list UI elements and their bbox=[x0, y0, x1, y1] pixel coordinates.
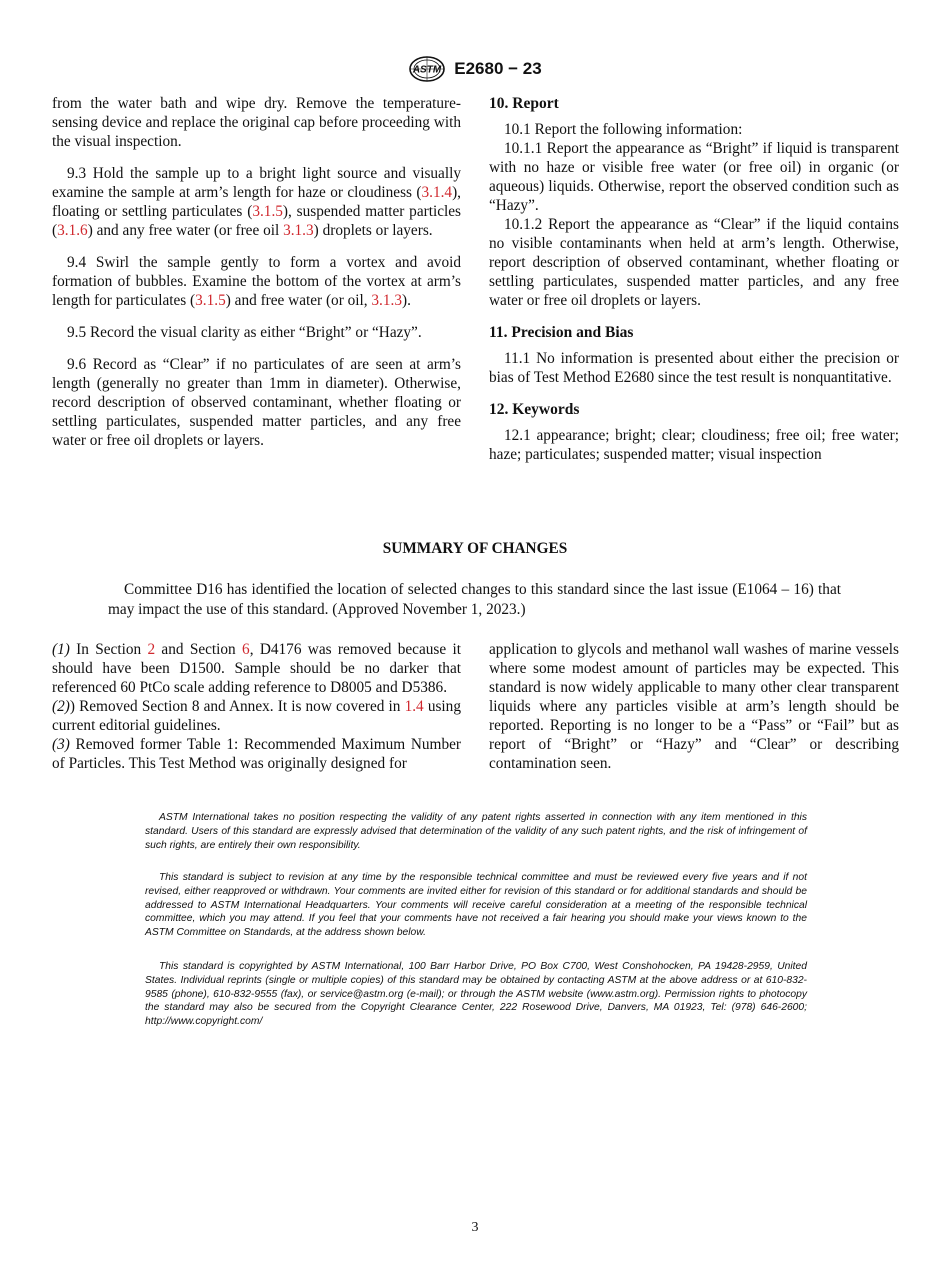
paragraph-12-1: 12.1 appearance; bright; clear; cloudiness; free oil; free water; haze; particulates; suspended matter; visual inspection bbox=[489, 427, 899, 463]
revision-notice: This standard is subject to revision at any time by the responsible technical committee and must be reviewed every five years and if not revised, either reapproved or withdrawn. Your comments are invited either for revision of this standard or for additional standards and should be addressed to ASTM International Headquarters. Your comments will receive careful consideration at a meeting of the responsible technical committee, which you may attend. If you feel that your comments have not received a fair hearing you should make your views known to the ASTM Committee on Standards, at the address shown below. bbox=[145, 872, 807, 939]
paragraph-11-1: 11.1 No information is presented about either the precision or bias of Test Method E2680 since the test result is nonquantitative. bbox=[489, 350, 899, 386]
paragraph-10-1-2: 10.1.2 Report the appearance as “Clear” if the liquid contains no visible contaminants when held at arm’s length. Otherwise, report description of observed contaminant, whether floating or settling particulates, suspended matter particles, and any free water or free oil droplets or layers. bbox=[489, 216, 899, 309]
change-item-3: (3) Removed former Table 1: Recommended Maximum Number of Particles. This Test Method was originally designed for bbox=[52, 736, 461, 772]
ref-link-3-1-5[interactable]: 3.1.5 bbox=[252, 203, 283, 220]
left-column bbox=[52, 94, 461, 450]
page-number: 3 bbox=[471, 1220, 479, 1235]
page-header bbox=[0, 55, 950, 88]
summary-left-column bbox=[52, 640, 461, 773]
ref-link-1-4[interactable]: 1.4 bbox=[404, 698, 424, 715]
ref-link-section-2[interactable]: 2 bbox=[147, 641, 156, 658]
paragraph-continued: from the water bath and wipe dry. Remove the temperature-sensing device and replace the original cap before proceeding with the visual inspection. bbox=[52, 95, 461, 150]
summary-intro: Committee D16 has identified the location of selected changes to this standard since the last issue (E1064 – 16) that may impact the use of this standard. (Approved November 1, 2023.) bbox=[108, 581, 841, 618]
svg-text:ASTM: ASTM bbox=[413, 64, 442, 76]
copyright-notice: This standard is copyrighted by ASTM International, 100 Barr Harbor Drive, PO Box C700, West Conshohocken, PA 19428-2959, United States. Individual reprints (single or multiple copies) of this standard may be obtained by contacting ASTM at the above address or at 610-832-9585 (phone), 610-832-9555 (fax), or service@astm.org (e-mail); or through the ASTM website (www.astm.org). Permission rights to photocopy the standard may also be secured from the Copyright Clearance Center, 222 Rosewood Drive, Danvers, MA 01923, Tel: (978) 646-2600; http://www.copyright.com/ bbox=[145, 961, 807, 1028]
patent-notice: ASTM International takes no position respecting the validity of any patent rights asserted in connection with any item mentioned in this standard. Users of this standard are expressly advised that determination of the validity of any such patent rights, and the risk of infringement of such rights, are entirely their own responsibility. bbox=[145, 812, 807, 851]
change-item-1: (1) In Section 2 and Section 6, D4176 was removed because it should have been D1500. Sample should be no darker that referenced 60 PtCo scale adding reference to D8005 and D5386. bbox=[52, 641, 461, 696]
ref-link-3-1-6[interactable]: 3.1.6 bbox=[57, 222, 88, 239]
ref-link-section-6[interactable]: 6 bbox=[242, 641, 250, 658]
paragraph-10-1-1: 10.1.1 Report the appearance as “Bright” if liquid is transparent with no haze or visible free water (or free oil) in organic (or aqueous) liquids. Otherwise, report the observed condition such as “Hazy”. bbox=[489, 140, 899, 214]
section-heading-precision: 11. Precision and Bias bbox=[489, 324, 634, 341]
paragraph-9-6: 9.6 Record as “Clear” if no particulates of are seen at arm’s length (generally no greater than 1mm in diameter). Otherwise, record description of observed contaminant, whether floating or settling particulates, suspended matter particles, and any free water or free oil droplets or layers. bbox=[52, 356, 461, 449]
section-heading-report: 10. Report bbox=[489, 95, 559, 112]
paragraph-9-4: 9.4 Swirl the sample gently to form a vortex and avoid formation of bubbles. Examine the bottom of the vortex at arm’s length for particulates (3.1.5) and free water (or oil, 3.1.3). bbox=[52, 254, 461, 309]
ref-link-3-1-3[interactable]: 3.1.3 bbox=[371, 292, 402, 309]
ref-link-3-1-3[interactable]: 3.1.3 bbox=[283, 222, 314, 239]
paragraph-9-5: 9.5 Record the visual clarity as either “Bright” or “Hazy”. bbox=[67, 324, 422, 341]
summary-right-column bbox=[489, 640, 899, 773]
change-item-3-continued: application to glycols and methanol wall washes of marine vessels where some modest amount of particles may be expected. This standard is now widely applicable to many other clear transparent liquids where any particles visible at arm’s length should be reported. Reporting is no longer to be a “Pass” or “Fail” but as report of “Bright” or “Hazy” and “Clear” or describing contamination seen. bbox=[489, 641, 899, 772]
summary-title: SUMMARY OF CHANGES bbox=[382, 540, 568, 557]
section-heading-keywords: 12. Keywords bbox=[489, 401, 580, 418]
right-column bbox=[489, 94, 899, 464]
ref-link-3-1-5[interactable]: 3.1.5 bbox=[195, 292, 226, 309]
paragraph-9-3: 9.3 Hold the sample up to a bright light source and visually examine the sample at arm’s length for haze or cloudiness (3.1.4), floating or settling particulates (3.1.5), suspended matter particles (3.1.6) and any free water (or free oil 3.1.3) droplets or layers. bbox=[52, 165, 461, 239]
change-item-2: (2)) Removed Section 8 and Annex. It is now covered in 1.4 using current editorial guidelines. bbox=[52, 698, 461, 734]
paragraph-10-1: 10.1 Report the following information: bbox=[504, 121, 743, 138]
document-id: E2680 − 23 bbox=[454, 59, 542, 78]
ref-link-3-1-4[interactable]: 3.1.4 bbox=[421, 184, 453, 201]
astm-logo-icon bbox=[408, 55, 446, 83]
